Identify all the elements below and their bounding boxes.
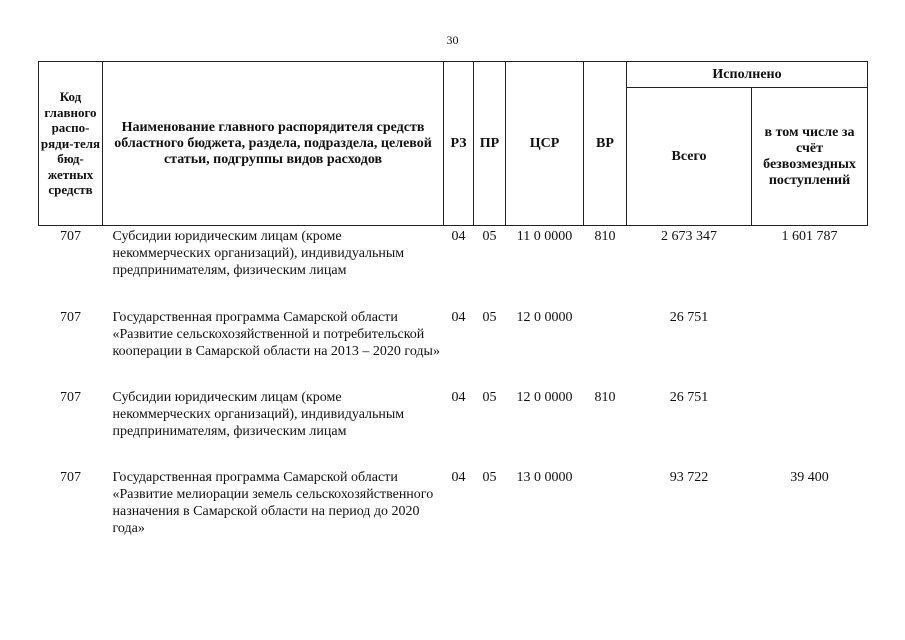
row-code: 707 [60,389,81,405]
row-vr [584,467,627,547]
row-code: 707 [60,229,81,244]
header-executed: Исполнено [627,62,868,88]
row-total: 93 722 [669,469,709,485]
row-vr [584,307,627,387]
table-row [39,226,868,307]
header-name: Наименование главного распорядителя средств областного бюджета, раздела, подраздела, целевой статьи, подгруппы видов расходов [103,62,444,226]
row-rz: 04 [451,309,466,325]
row-vr: 810 [594,229,616,244]
row-csr: 12 0 0000 [516,389,573,405]
row-code: 707 [60,469,81,485]
row-total: 2 673 347 [661,229,717,244]
row-total: 26 751 [669,389,709,405]
row-rz: 04 [451,229,466,244]
row-pr: 05 [482,469,497,485]
row-csr: 12 0 0000 [516,309,573,325]
row-name: Субсидии юридическим лицам (кроме некоммерческих организаций), индивидуальным предпринимателям, физическим лицам [112,389,405,439]
row-name: Государственная программа Самарской области «Развитие сельскохозяйственной и потребительской кооперации в Самарской области на 2013 – 2020 годы» [112,309,440,359]
row-rz: 04 [451,469,466,485]
row-code: 707 [60,309,81,325]
row-pr: 05 [482,309,497,325]
header-code: Код главного распо-ряди-теля бюд-жетных средств [39,62,103,226]
row-vr: 810 [594,389,616,405]
row-free: 1 601 787 [781,229,838,244]
header-total: Всего [627,88,752,226]
budget-table [38,61,868,547]
page-number: 30 [446,33,459,47]
row-name: Субсидии юридическим лицам (кроме некоммерческих организаций), индивидуальным предпринимателям, физическим лицам [112,229,405,278]
row-name: Государственная программа Самарской области «Развитие мелиорации земель сельскохозяйственного назначения в Самарской области на период до 2020 года» [112,469,434,536]
header-rz: РЗ [444,62,474,226]
row-csr: 11 0 0000 [516,229,573,244]
header-pr: ПР [474,62,506,226]
table-body [39,226,868,547]
row-free [752,307,868,387]
table-row [39,467,868,547]
row-pr: 05 [482,389,497,405]
row-rz: 04 [451,389,466,405]
header-free-receipts: в том числе за счёт безвозмездных поступлений [752,88,868,226]
row-free [752,387,868,467]
row-pr: 05 [482,229,497,244]
table-header [39,62,868,226]
header-csr: ЦСР [506,62,584,226]
row-csr: 13 0 0000 [516,469,573,485]
table-row [39,307,868,387]
row-free: 39 400 [790,469,829,485]
row-total: 26 751 [669,309,709,325]
header-vr: ВР [584,62,627,226]
table-row [39,387,868,467]
